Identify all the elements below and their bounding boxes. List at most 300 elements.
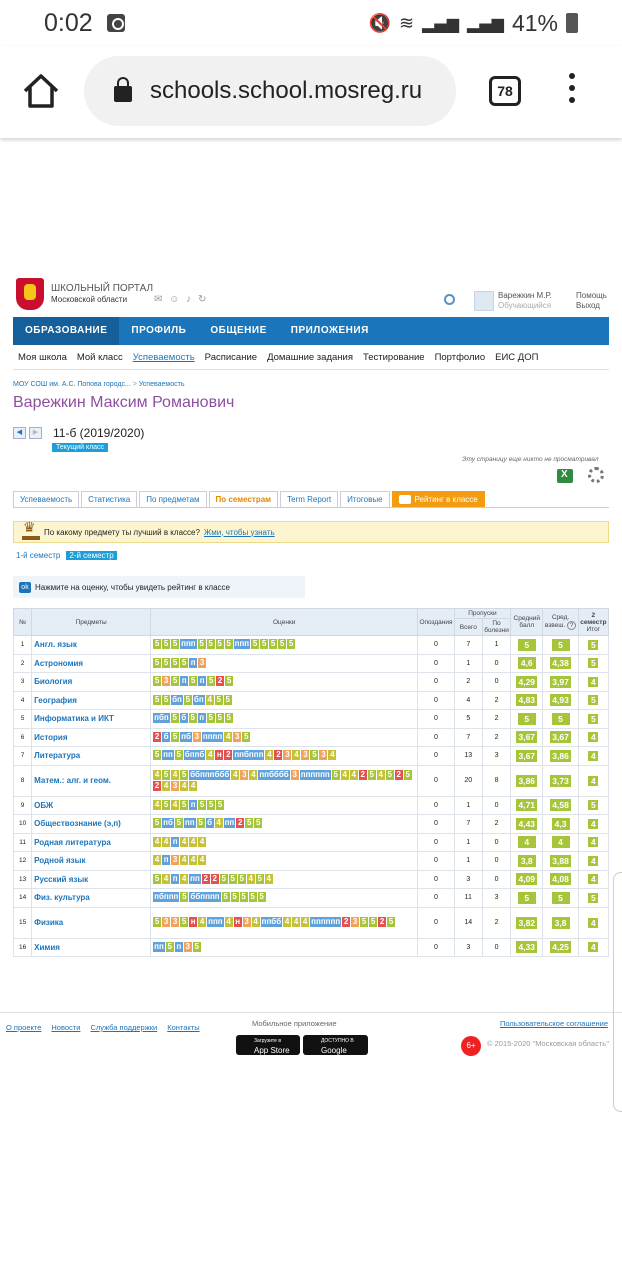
grade-mark[interactable]: 3 — [163, 917, 169, 926]
portal-header — [16, 275, 610, 315]
grade-mark[interactable]: 5 — [172, 676, 178, 686]
absence-mark[interactable]: б — [207, 818, 213, 828]
grade-mark[interactable]: 4 — [199, 855, 205, 865]
grade-mark[interactable]: 5 — [243, 731, 249, 741]
home-icon[interactable] — [22, 73, 60, 109]
final-cell — [578, 765, 608, 796]
grade-mark[interactable]: 5 — [182, 892, 187, 902]
grade-mark[interactable]: 5 — [198, 818, 203, 828]
absence-mark[interactable]: ббпппп — [190, 892, 220, 902]
grade-mark[interactable]: 5 — [181, 769, 187, 779]
grade-mark[interactable]: 4 — [163, 873, 169, 883]
avg-cell — [511, 765, 543, 796]
subject-link[interactable]: История — [32, 728, 151, 747]
grade-mark[interactable]: 4 — [154, 769, 160, 779]
google-play-small: ДОСТУПНО В — [321, 1038, 354, 1044]
tab-by-subject[interactable]: По предметам — [139, 491, 206, 507]
weighted-grade: 4,58 — [552, 800, 569, 811]
grade-mark[interactable]: 5 — [199, 799, 205, 809]
grade-mark[interactable]: 4 — [190, 855, 196, 865]
grade-mark[interactable]: 4 — [207, 694, 212, 704]
grade-mark[interactable]: 4 — [251, 769, 256, 779]
footer-links — [6, 1023, 200, 1032]
grade-mark[interactable]: 2 — [379, 917, 385, 926]
semester-1-link[interactable]: 1-й семестр — [16, 551, 61, 560]
sub-nav-homework[interactable]: Домашние задания — [267, 352, 353, 363]
grade-mark[interactable]: 5 — [225, 694, 230, 704]
grade-mark[interactable]: 5 — [154, 639, 160, 649]
avatar[interactable] — [474, 291, 494, 311]
user-agreement-link[interactable]: Пользовательское соглашение — [500, 1019, 609, 1028]
sub-nav-my-class[interactable]: Мой класс — [76, 352, 123, 363]
absence-mark[interactable]: ппбб — [261, 917, 282, 926]
absence-total: 3 — [454, 938, 482, 957]
grade-mark[interactable]: 5 — [154, 694, 160, 704]
sub-nav-testing[interactable]: Тестирование — [362, 352, 425, 363]
absence-mark[interactable]: пбп — [154, 713, 169, 723]
grade-mark[interactable]: 5 — [217, 713, 222, 723]
final-grade: 4 — [588, 856, 598, 866]
avg-grade: 4,29 — [518, 676, 536, 687]
avg-grade: 5 — [518, 892, 536, 904]
google-play-label: Google Play — [321, 1046, 347, 1064]
grade-mark[interactable]: 3 — [321, 750, 326, 760]
grade-mark[interactable]: 5 — [370, 917, 376, 926]
avg-grade: 5 — [518, 713, 536, 725]
portal-title[interactable] — [51, 283, 153, 305]
subject-link[interactable]: Информатика и ИКТ — [32, 710, 151, 729]
grade-mark[interactable]: 4 — [351, 769, 356, 779]
crown-icon — [22, 524, 40, 540]
grades-cell — [151, 654, 418, 673]
grade-mark[interactable]: 4 — [248, 873, 253, 883]
grades-cell — [151, 710, 418, 729]
grade-mark[interactable]: 3 — [163, 676, 169, 686]
banner-link[interactable]: Жми, чтобы узнать — [203, 527, 275, 537]
final-grade: 4 — [588, 819, 598, 829]
grade-mark[interactable]: 5 — [208, 799, 214, 809]
grade-mark[interactable]: 2 — [217, 676, 223, 686]
grade-mark[interactable]: 4 — [216, 818, 221, 828]
grade-mark[interactable]: 4 — [181, 855, 187, 865]
sub-nav-my-school[interactable]: Моя школа — [18, 352, 67, 363]
grade-mark[interactable]: 5 — [172, 713, 177, 723]
absence-mark[interactable]: п — [190, 657, 196, 667]
chat-icon[interactable]: ✉ — [154, 294, 165, 305]
grade-mark[interactable]: 2 — [343, 917, 349, 926]
grade-mark[interactable]: 3 — [303, 750, 308, 760]
grade-mark[interactable]: 5 — [239, 873, 244, 883]
grade-mark[interactable]: 3 — [352, 917, 358, 926]
help-link[interactable]: Помощь — [576, 291, 607, 300]
grade-mark[interactable]: 5 — [163, 769, 169, 779]
avg-cell — [511, 833, 543, 852]
google-play-badge[interactable] — [303, 1035, 368, 1064]
subject-link[interactable]: Биология — [32, 673, 151, 692]
absence-mark[interactable]: ббпппббб — [190, 769, 230, 779]
absence-mark[interactable]: п — [172, 873, 178, 883]
grade-mark[interactable]: 4 — [284, 917, 290, 926]
grade-mark[interactable]: 3 — [172, 780, 178, 790]
grade-mark[interactable]: 4 — [190, 780, 196, 790]
rating-banner — [13, 521, 609, 543]
weighted-cell — [543, 852, 578, 871]
grade-mark[interactable]: 5 — [163, 694, 169, 704]
header-icons[interactable] — [154, 294, 208, 305]
grade-mark[interactable]: 5 — [216, 694, 221, 704]
absence-mark[interactable]: пп — [163, 750, 173, 760]
app-store-badge[interactable] — [236, 1035, 300, 1055]
tabs-button[interactable]: 78 — [489, 76, 521, 106]
overflow-menu-icon[interactable] — [568, 73, 576, 109]
subject-link[interactable]: Русский язык — [32, 870, 151, 889]
avg-grade: 5 — [518, 639, 536, 651]
grade-mark[interactable]: 5 — [259, 892, 264, 902]
final-cell — [578, 673, 608, 692]
grade-mark[interactable]: 5 — [217, 799, 223, 809]
semester-switcher — [16, 551, 117, 560]
grade-mark[interactable]: 4 — [172, 799, 178, 809]
grade-mark[interactable]: 2 — [396, 769, 401, 779]
copyright: © 2015-2020 "Московская область" — [487, 1039, 609, 1048]
grade-mark[interactable]: 4 — [190, 836, 196, 846]
absence-mark[interactable]: п — [199, 676, 205, 686]
grade-mark[interactable]: 4 — [181, 780, 187, 790]
col-weighted-label: Сред. взвеш. — [544, 614, 570, 629]
table-row — [14, 815, 609, 834]
absence-mark[interactable]: п — [172, 836, 178, 846]
grade-mark[interactable]: 3 — [242, 769, 247, 779]
grade-mark[interactable]: 4 — [163, 836, 169, 846]
grade-mark[interactable]: 4 — [199, 917, 205, 926]
grade-mark[interactable]: 5 — [252, 639, 258, 649]
no-views-text: Эту страницу еще никто не просматривал — [462, 456, 599, 463]
footer-link-contacts[interactable]: Контакты — [167, 1023, 200, 1032]
semester-2-tab[interactable]: 2-й семестр — [66, 551, 116, 560]
grade-mark[interactable]: 5 — [312, 750, 317, 760]
grade-mark[interactable]: 3 — [292, 769, 297, 779]
grade-mark[interactable]: 2 — [154, 731, 160, 741]
absence-mark[interactable]: ппп — [234, 639, 250, 649]
grade-mark[interactable]: 3 — [285, 750, 290, 760]
absence-sick: 1 — [482, 636, 510, 655]
grade-mark[interactable]: 5 — [221, 873, 226, 883]
grade-mark[interactable]: 5 — [333, 769, 338, 779]
subject-link[interactable]: Химия — [32, 938, 151, 957]
row-number: 5 — [14, 710, 32, 729]
absence-mark[interactable]: пбппп — [154, 892, 179, 902]
subject-link[interactable]: Англ. язык — [32, 636, 151, 655]
grade-mark[interactable]: 4 — [181, 836, 187, 846]
scrollbar[interactable] — [613, 872, 622, 1112]
grade-mark[interactable]: 5 — [172, 657, 178, 667]
logout-link[interactable]: Выход — [576, 301, 600, 310]
grade-mark[interactable]: 4 — [154, 855, 160, 865]
absence-mark[interactable]: п — [190, 799, 196, 809]
avg-cell — [511, 710, 543, 729]
grade-mark[interactable]: 5 — [163, 657, 169, 667]
absence-mark[interactable]: б — [163, 731, 169, 741]
footer-link-news[interactable]: Новости — [51, 1023, 81, 1032]
main-nav-communication[interactable]: ОБЩЕНИЕ — [210, 325, 267, 336]
grade-mark[interactable]: 5 — [388, 917, 394, 926]
grade-mark[interactable]: 2 — [154, 780, 160, 790]
weighted-grade: 3,97 — [552, 676, 569, 687]
grade-mark[interactable]: 5 — [208, 713, 213, 723]
grade-mark[interactable]: 4 — [378, 769, 383, 779]
class-label: 11-б (2019/2020) — [53, 426, 145, 440]
grade-mark[interactable]: 4 — [253, 917, 258, 926]
grade-mark[interactable]: 5 — [172, 639, 178, 649]
row-number: 12 — [14, 852, 32, 871]
grade-mark[interactable]: 5 — [163, 639, 169, 649]
absence-mark[interactable]: н — [190, 917, 196, 926]
absence-mark[interactable]: п — [176, 941, 182, 951]
subject-link[interactable]: Физ. культура — [32, 889, 151, 908]
grade-mark[interactable]: 2 — [360, 769, 365, 779]
grade-mark[interactable]: 4 — [225, 731, 231, 741]
grade-mark[interactable]: 3 — [244, 917, 249, 926]
absence-mark[interactable]: пппп — [202, 731, 223, 741]
wifi-icon: ≋ — [399, 12, 415, 34]
grade-mark[interactable]: 4 — [154, 799, 160, 809]
grade-mark[interactable]: 4 — [226, 917, 231, 926]
main-nav-apps[interactable]: ПРИЛОЖЕНИЯ — [290, 325, 369, 336]
grade-mark[interactable]: 4 — [154, 836, 160, 846]
late-count: 0 — [418, 710, 454, 729]
sub-nav-schedule[interactable]: Расписание — [204, 352, 258, 363]
grade-mark[interactable]: 5 — [387, 769, 392, 779]
absence-mark[interactable]: ппп — [208, 917, 223, 926]
grade-mark[interactable]: 4 — [208, 750, 213, 760]
absence-mark[interactable]: пп — [154, 941, 164, 951]
tab-class-rating-label: Рейтинг в классе — [414, 495, 478, 504]
url-bar[interactable] — [84, 56, 456, 126]
breadcrumb-page[interactable]: Успеваемость — [138, 381, 185, 388]
grade-mark[interactable]: 5 — [369, 769, 374, 779]
grade-mark[interactable]: 5 — [172, 731, 178, 741]
table-row — [14, 833, 609, 852]
sub-nav-progress[interactable]: Успеваемость — [132, 352, 195, 363]
main-nav-profile[interactable]: ПРОФИЛЬ — [131, 325, 187, 336]
tab-class-rating[interactable] — [392, 491, 485, 507]
grade-mark[interactable]: 5 — [208, 676, 214, 686]
grade-mark[interactable]: 4 — [330, 750, 335, 760]
prev-class-button[interactable]: ◀ — [13, 427, 26, 439]
grade-mark[interactable]: 2 — [212, 873, 217, 883]
absence-mark[interactable]: пп — [190, 873, 200, 883]
absence-mark[interactable]: ппп — [181, 639, 196, 649]
grade-mark[interactable]: 4 — [199, 836, 205, 846]
status-bar — [0, 0, 622, 46]
col-sick: По болезни — [484, 620, 509, 634]
grade-mark[interactable]: 5 — [226, 713, 231, 723]
grade-mark[interactable]: 5 — [208, 639, 213, 649]
absence-mark[interactable]: пп — [224, 818, 235, 828]
settings-gear-icon[interactable] — [588, 467, 604, 483]
grade-mark[interactable]: 5 — [288, 639, 294, 649]
table-row — [14, 691, 609, 710]
absence-mark[interactable]: п — [163, 855, 169, 865]
grade-mark[interactable]: 5 — [176, 818, 182, 828]
grade-mark[interactable]: 4 — [342, 769, 347, 779]
absence-mark[interactable]: пб — [181, 731, 191, 741]
excel-export-icon[interactable] — [557, 469, 573, 483]
final-grade: 5 — [588, 714, 598, 724]
grade-mark[interactable]: 5 — [230, 873, 235, 883]
tab-final[interactable]: Итоговые — [340, 491, 389, 507]
absence-mark[interactable]: н — [235, 917, 241, 926]
col-absences: Пропуски — [454, 609, 510, 619]
subject-link[interactable]: География — [32, 691, 151, 710]
grade-mark[interactable]: 3 — [194, 731, 200, 741]
refresh-icon[interactable]: ↻ — [197, 294, 209, 305]
grade-mark[interactable]: 5 — [181, 657, 187, 667]
grade-mark[interactable]: 4 — [233, 769, 238, 779]
absence-mark[interactable]: ппбппп — [234, 750, 264, 760]
row-number: 8 — [14, 765, 32, 796]
absence-mark[interactable]: п — [181, 676, 187, 686]
grade-mark[interactable]: 5 — [185, 694, 191, 704]
grade-mark[interactable]: 2 — [276, 750, 281, 760]
absence-mark[interactable]: бп — [172, 694, 182, 704]
subject-link[interactable]: Литература — [32, 747, 151, 766]
grade-mark[interactable]: 5 — [199, 639, 204, 649]
people-icon[interactable]: ☺ — [169, 294, 182, 305]
main-nav-education[interactable]: ОБРАЗОВАНИЕ — [13, 317, 119, 345]
user-menu[interactable] — [498, 291, 552, 311]
absence-mark[interactable]: н — [216, 750, 222, 760]
grade-mark[interactable]: 4 — [293, 917, 299, 926]
late-count: 0 — [418, 765, 454, 796]
help-icon[interactable]: ? — [567, 621, 576, 630]
bell-icon[interactable]: ♪ — [186, 294, 194, 305]
final-cell — [578, 747, 608, 766]
tab-by-semester[interactable]: По семестрам — [209, 491, 279, 507]
subject-link[interactable]: Обществознание (э,п) — [32, 815, 151, 834]
grade-mark[interactable]: 5 — [241, 892, 246, 902]
grade-mark[interactable]: 5 — [163, 799, 169, 809]
grade-mark[interactable]: 5 — [256, 818, 261, 828]
grade-mark[interactable]: 5 — [226, 639, 231, 649]
grade-mark[interactable]: 5 — [257, 873, 262, 883]
absence-mark[interactable]: пппппп — [300, 769, 330, 779]
absence-mark[interactable]: пб — [163, 818, 173, 828]
grade-mark[interactable]: 5 — [154, 818, 160, 828]
tab-progress[interactable]: Успеваемость — [13, 491, 79, 507]
absence-mark[interactable]: пп — [184, 818, 195, 828]
row-number: 9 — [14, 796, 32, 815]
grade-mark[interactable]: 5 — [154, 676, 160, 686]
sub-nav-portfolio[interactable]: Портфолио — [434, 352, 486, 363]
grade-mark[interactable]: 4 — [267, 750, 272, 760]
final-cell — [578, 852, 608, 871]
sub-nav-eis[interactable]: ЕИС ДОП — [495, 352, 539, 363]
search-icon[interactable] — [444, 294, 455, 305]
grade-mark[interactable]: 5 — [361, 917, 367, 926]
grade-mark[interactable]: 5 — [181, 799, 187, 809]
grade-mark[interactable]: 3 — [185, 941, 190, 951]
grade-mark[interactable]: 5 — [154, 873, 160, 883]
subject-link[interactable]: Родная литература — [32, 833, 151, 852]
breadcrumb-school[interactable]: МОУ СОШ им. А.С. Попова городс... — [13, 381, 131, 388]
grade-mark[interactable]: 5 — [261, 639, 267, 649]
grade-mark[interactable]: 5 — [247, 818, 252, 828]
absence-mark[interactable]: бппб — [184, 750, 205, 760]
grade-mark[interactable]: 5 — [226, 676, 232, 686]
grade-mark[interactable]: 5 — [194, 941, 199, 951]
grade-mark[interactable]: 3 — [199, 657, 205, 667]
grade-mark[interactable]: 4 — [266, 873, 271, 883]
subject-link[interactable]: Физика — [32, 907, 151, 938]
weighted-cell — [543, 673, 578, 692]
grade-mark[interactable]: 5 — [154, 657, 160, 667]
tab-term-report[interactable]: Term Report — [280, 491, 338, 507]
absence-mark[interactable]: ппбббб — [259, 769, 289, 779]
col-final — [578, 609, 608, 636]
grade-mark[interactable]: 5 — [190, 676, 196, 686]
grade-mark[interactable]: 5 — [154, 750, 160, 760]
grade-mark[interactable]: 5 — [154, 917, 160, 926]
grade-mark[interactable]: 4 — [294, 750, 299, 760]
grade-mark[interactable]: 2 — [238, 818, 243, 828]
grade-mark[interactable]: 4 — [163, 780, 169, 790]
grade-mark[interactable]: 4 — [181, 873, 187, 883]
grade-mark[interactable]: 5 — [176, 750, 181, 760]
grade-mark[interactable]: 4 — [302, 917, 308, 926]
absence-total: 1 — [454, 796, 482, 815]
weighted-grade: 5 — [552, 639, 570, 651]
final-cell — [578, 654, 608, 673]
grade-mark[interactable]: 5 — [279, 639, 285, 649]
footer-link-about[interactable]: О проекте — [6, 1023, 42, 1032]
footer-link-support[interactable]: Служба поддержки — [90, 1023, 158, 1032]
tab-statistics[interactable]: Статистика — [81, 491, 137, 507]
subject-link[interactable]: ОБЖ — [32, 796, 151, 815]
grades-cell — [151, 833, 418, 852]
grade-mark[interactable]: 3 — [234, 731, 240, 741]
breadcrumb — [13, 381, 184, 388]
next-class-button[interactable]: ▶ — [29, 427, 42, 439]
absence-mark[interactable]: п — [199, 713, 205, 723]
grade-mark[interactable]: 4 — [172, 769, 178, 779]
grade-mark[interactable]: 2 — [226, 750, 231, 760]
absence-mark[interactable]: пппппп — [311, 917, 341, 926]
table-row — [14, 870, 609, 889]
grade-mark[interactable]: 5 — [217, 639, 222, 649]
grade-mark[interactable]: 5 — [190, 713, 195, 723]
grade-mark[interactable]: 5 — [223, 892, 228, 902]
coat-of-arms-logo[interactable] — [16, 278, 44, 310]
grade-mark[interactable]: 5 — [405, 769, 410, 779]
battery-icon — [566, 13, 578, 33]
avg-cell — [511, 870, 543, 889]
subject-link[interactable]: Матем.: алг. и геом. — [32, 765, 151, 796]
grade-mark[interactable]: 5 — [250, 892, 255, 902]
grade-mark[interactable]: 5 — [270, 639, 276, 649]
avg-grade: 3,86 — [518, 775, 536, 786]
subject-link[interactable]: Родной язык — [32, 852, 151, 871]
absence-mark[interactable]: б — [181, 713, 187, 723]
grade-mark[interactable]: 3 — [172, 855, 178, 865]
absence-mark[interactable]: бп — [193, 694, 204, 704]
grade-mark[interactable]: 3 — [172, 917, 178, 926]
grade-mark[interactable]: 5 — [167, 941, 172, 951]
grade-mark[interactable]: 2 — [203, 873, 208, 883]
grade-mark[interactable]: 5 — [181, 917, 187, 926]
subject-link[interactable]: Астрономия — [32, 654, 151, 673]
grade-mark[interactable]: 5 — [232, 892, 237, 902]
